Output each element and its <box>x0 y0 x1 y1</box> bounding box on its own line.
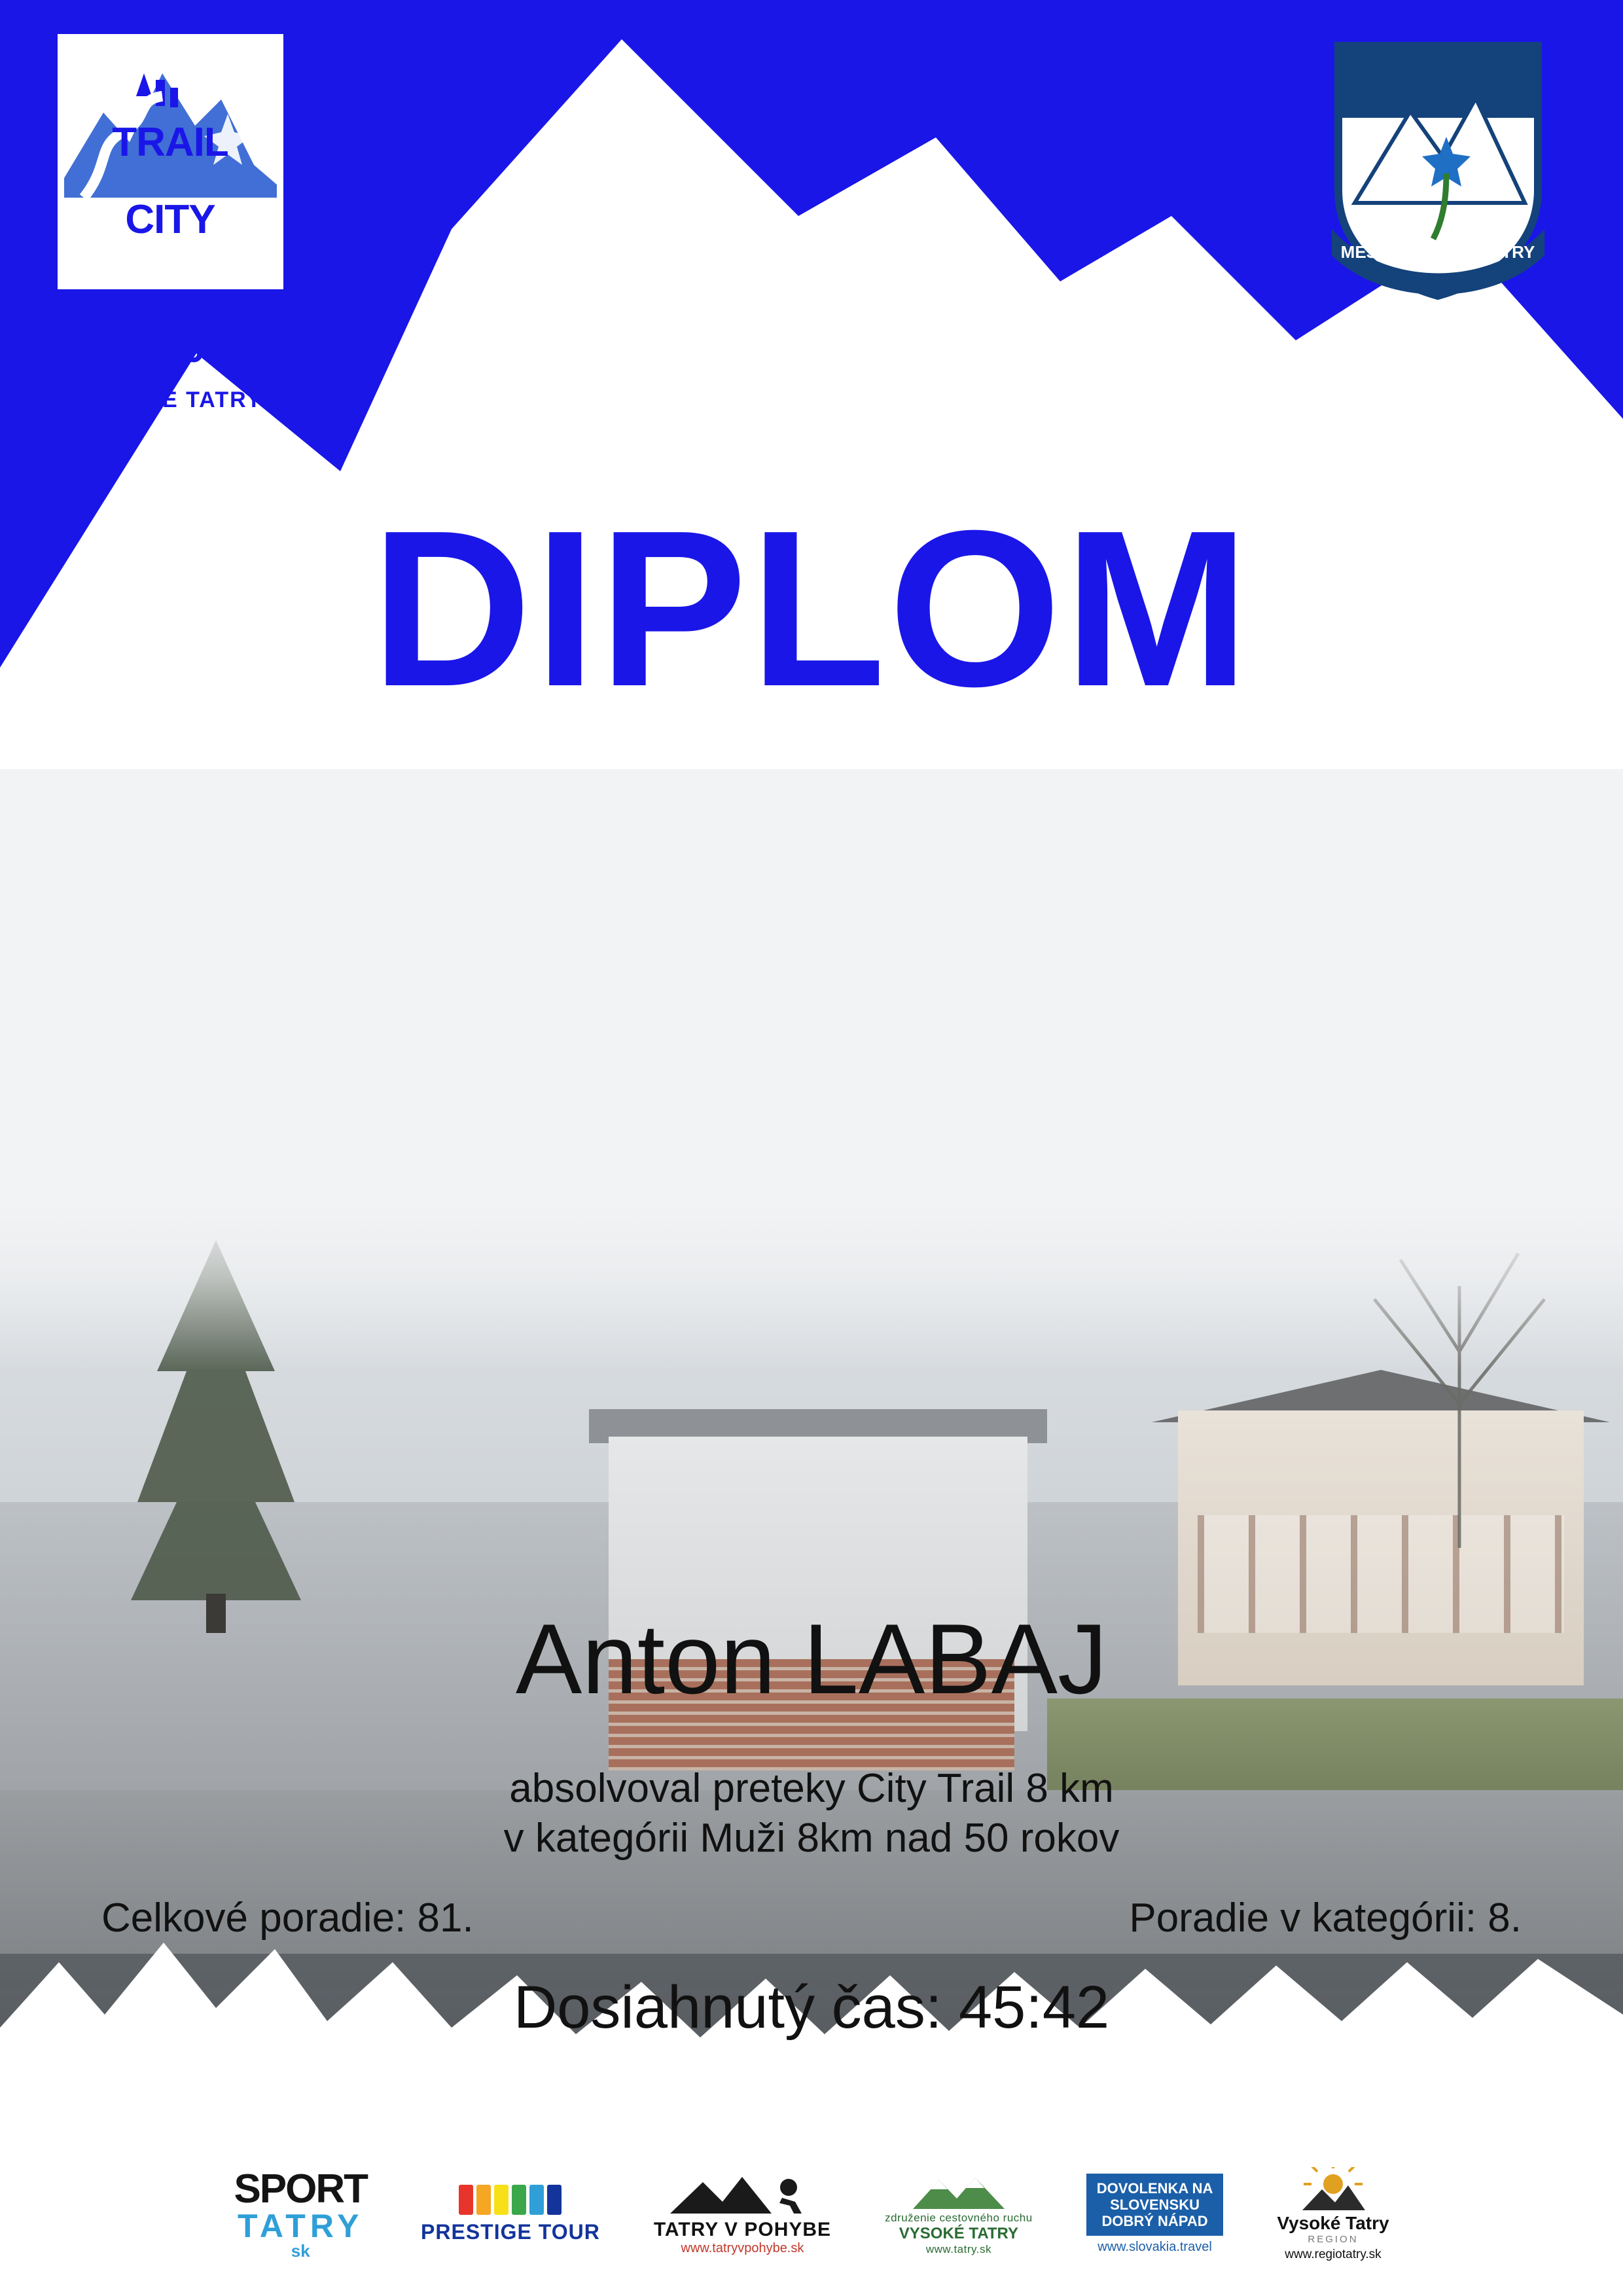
slovakia-line1: DOVOLENKA NA <box>1096 2179 1213 2197</box>
green-mountain-icon <box>910 2172 1008 2212</box>
sponsor-region-url: www.regiotatry.sk <box>1285 2247 1382 2261</box>
sponsor-sport-tatry-line3: sk <box>291 2241 310 2261</box>
logo-trail-text: TRAIL <box>112 120 228 165</box>
sponsor-slovakia-travel <box>1086 2165 1224 2263</box>
logo-date: 4.5.2019 <box>88 323 252 371</box>
sponsor-prestige-tour <box>421 2165 600 2263</box>
slovakia-travel-box <box>1086 2174 1224 2236</box>
logo-place: VYSOKÉ TATRY <box>77 387 263 412</box>
city-trail-logo <box>58 34 283 412</box>
sponsor-prestige-label: PRESTIGE TOUR <box>421 2219 600 2244</box>
sponsor-vysoke-line1: združenie cestovného ruchu <box>885 2212 1033 2224</box>
sponsor-vysoke-line2: VYSOKÉ TATRY <box>899 2225 1019 2242</box>
prestige-color-bars-icon <box>459 2185 562 2215</box>
overall-rank: Celkové poradie: 81. <box>101 1895 474 1941</box>
sponsor-pohybe-url: www.tatryvpohybe.sk <box>681 2240 804 2255</box>
recipient-name: Anton LABAJ <box>515 1604 1108 1715</box>
photo-top-fade <box>0 1201 1623 1371</box>
crest-motto: MESTO VYSOKÉ TATRY <box>1340 242 1535 262</box>
sponsor-vysoke-url: www.tatry.sk <box>925 2243 991 2255</box>
rank-row <box>0 1895 1623 1947</box>
sponsor-region-line1: Vysoké Tatry <box>1277 2212 1389 2233</box>
town-coat-of-arms-icon <box>1325 39 1551 301</box>
logo-city-text: CITY <box>125 197 215 242</box>
category-rank: Poradie v kategórii: 8. <box>1129 1895 1522 1941</box>
finish-time: Dosiahnutý čas: 45:42 <box>513 1974 1110 2041</box>
description-line-2: v kategórii Muži 8km nad 50 rokov <box>503 1816 1120 1861</box>
sponsor-sport-tatry-line1: SPORT <box>234 2166 368 2212</box>
page-title: DIPLOM <box>370 484 1253 733</box>
slovakia-line2: SLOVENSKU <box>1110 2196 1200 2213</box>
sun-mountain-icon <box>1297 2167 1369 2213</box>
sponsor-bar <box>0 2132 1623 2296</box>
runners-mountain-icon <box>667 2173 817 2219</box>
sponsor-tatry-v-pohybe <box>654 2165 831 2263</box>
certificate-body <box>0 769 1623 2296</box>
slovakia-url: www.slovakia.travel <box>1097 2240 1212 2255</box>
slovakia-line3: DOBRÝ NÁPAD <box>1101 2213 1208 2230</box>
sponsor-sport-tatry <box>234 2165 367 2263</box>
header-band <box>0 0 1623 769</box>
sponsor-pohybe-label: TATRY V POHYBE <box>653 2218 832 2240</box>
sponsor-sport-tatry-line2: TATRY <box>238 2208 364 2244</box>
sponsor-region-tatry <box>1277 2165 1389 2263</box>
description <box>0 1764 1623 1863</box>
description-line-1: absolvoval preteky City Trail 8 km <box>509 1766 1114 1811</box>
sponsor-vysoke-tatry <box>885 2165 1033 2263</box>
sponsor-region-line2: REGION <box>1308 2233 1359 2245</box>
